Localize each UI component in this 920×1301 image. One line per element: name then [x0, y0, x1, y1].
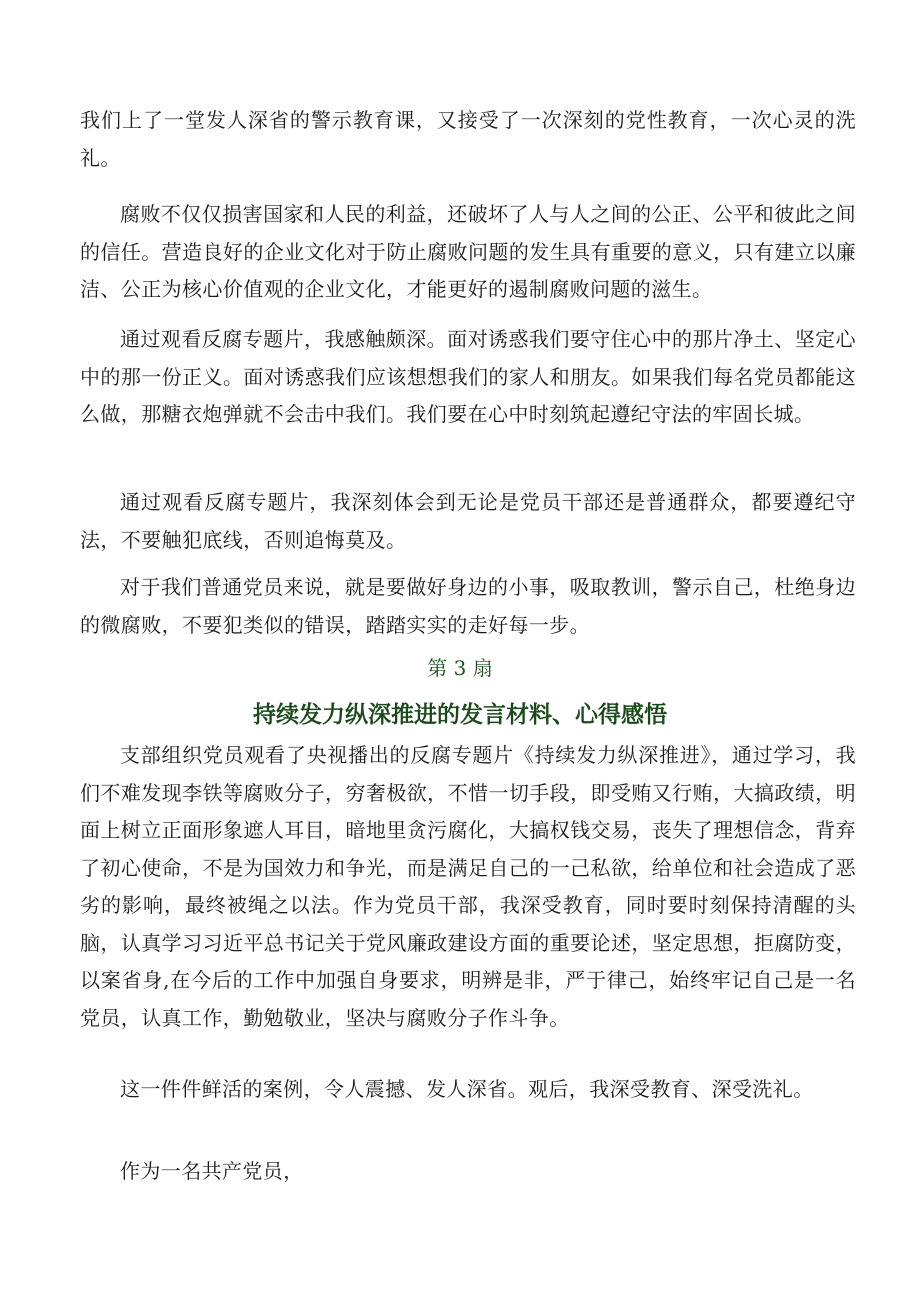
paragraph-top-4: 通过观看反腐专题片，我深刻体会到无论是党员干部还是普通群众，都要遵纪守法，不要触犯底线，否则追悔莫及。	[80, 490, 856, 552]
paragraph-top-5: 对于我们普通党员来说，就是要做好身边的小事，吸取教训，警示自己，杜绝身边的微腐败，不要犯类似的错误，踏踏实实的走好每一步。	[80, 575, 856, 637]
paragraph-top-1: 我们上了一堂发人深省的警示教育课，又接受了一次深刻的党性教育，一次心灵的洗礼。	[80, 108, 856, 170]
section-title: 持续发力纵深推进的发言材料、心得感悟	[253, 702, 667, 728]
paragraph-bottom-3: 作为一名共产党员，	[120, 1159, 304, 1183]
paragraph-top-2: 腐败不仅仅损害国家和人民的利益，还破坏了人与人之间的公正、公平和彼此之间的信任。营造良好的企业文化对于防止腐败问题的发生具有重要的意义，只有建立以廉洁、公正为核心价值观的企业文化，才能更好的遏制腐败问题的滋生。	[80, 202, 856, 301]
paragraph-bottom-1: 支部组织党员观看了央视播出的反腐专题片《持续发力纵深推进》，通过学习，我们不难发现李铁等腐败分子，穷奢极欲，不惜一切手段，即受贿又行贿，大搞政绩，明面上树立正面形象遮人耳目，暗地里贪污腐化，大搞权钱交易，丧失了理想信念，背弃了初心使命，不是为国效力和争光，而是满足自己的一己私欲，给单位和社会造成了恶劣的影响，最终被绳之以法。作为党员干部，我深受教育，同时要时刻保持清醒的头脑，认真学习习近平总书记关于党风廉政建设方面的重要论述，坚定思想，拒腐防变，以案省身,在今后的工作中加强自身要求，明辨是非，严于律己，始终牢记自己是一名党员，认真工作，勤勉敬业，坚决与腐败分子作斗争。	[80, 743, 856, 1030]
paragraph-top-3: 通过观看反腐专题片，我感触颇深。面对诱惑我们要守住心中的那片净土、坚定心中的那一份正义。面对诱惑我们应该想想我们的家人和朋友。如果我们每名党员都能这么做，那糖衣炮弹就不会击中我们。我们要在心中时刻筑起遵纪守法的牢固长城。	[80, 327, 856, 426]
section-label: 第 3 扇	[427, 656, 493, 680]
paragraph-bottom-2: 这一件件鲜活的案例，令人震撼、发人深省。观后，我深受教育、深受洗礼。	[120, 1077, 814, 1101]
